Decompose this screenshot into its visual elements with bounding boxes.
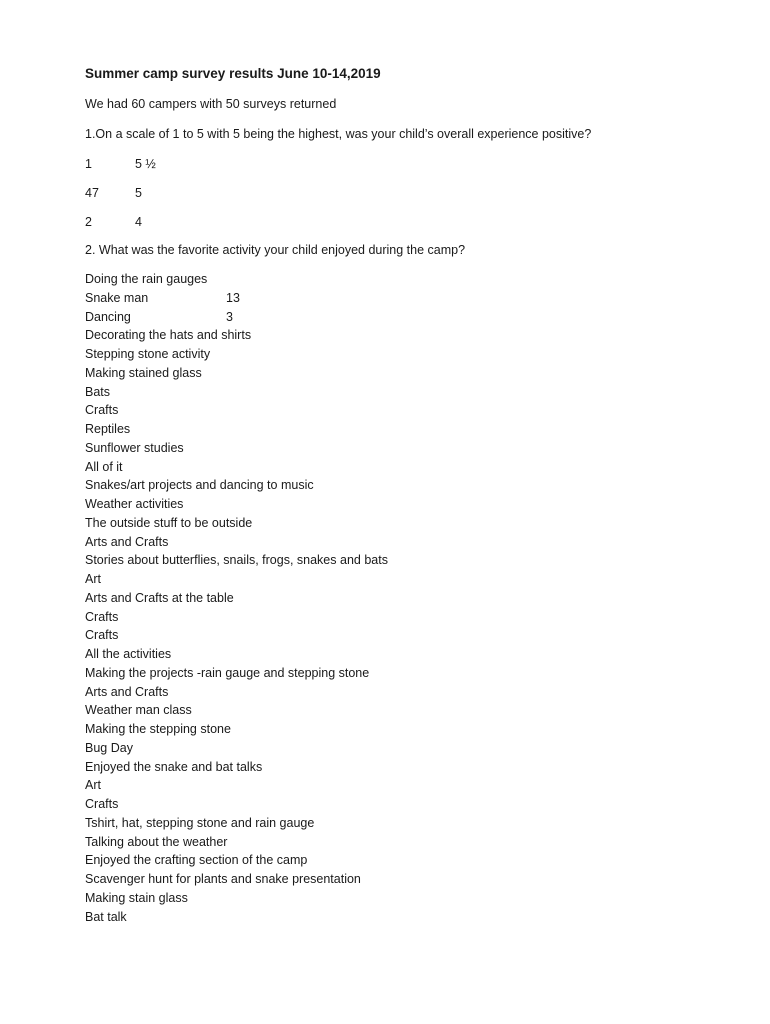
response-score: 4 <box>135 215 142 229</box>
response-score: 5 <box>135 186 142 200</box>
activity-answer-text: Enjoyed the crafting section of the camp <box>85 853 308 868</box>
activity-answer-text: Talking about the weather <box>85 834 228 849</box>
response-count: 1 <box>85 157 92 171</box>
activity-answer-text: Weather man class <box>85 703 192 718</box>
activity-answer-item <box>85 345 485 364</box>
activity-answer-text: Stepping stone activity <box>85 347 211 361</box>
activity-answer-text: Crafts <box>85 797 119 811</box>
activity-answer-item <box>85 833 485 852</box>
activity-answer-item <box>85 308 485 327</box>
activity-answer-item <box>85 626 485 645</box>
activity-answer-item <box>85 476 485 495</box>
activity-answer-item <box>85 270 485 289</box>
activity-answer-text: Weather activities <box>85 497 184 511</box>
activity-answer-item <box>85 664 485 683</box>
activity-answer-item <box>85 645 485 664</box>
activity-answer-text: Art <box>85 572 101 586</box>
activity-answer-text: Arts and Crafts <box>85 534 169 549</box>
activity-answer-text: All the activities <box>85 647 172 661</box>
activity-answer-text: Snake man <box>85 290 149 305</box>
activity-answer-text: Bats <box>85 384 111 399</box>
question-1-text: 1.On a scale of 1 to 5 with 5 being the highest, was your child’s overall experience positive? <box>85 127 592 141</box>
activity-answer-text: Bug Day <box>85 740 133 755</box>
activity-answer-item <box>85 495 485 514</box>
activity-answer-count: 13 <box>226 290 240 305</box>
activity-answer-item <box>85 889 485 908</box>
activity-answer-list <box>85 270 485 926</box>
activity-answer-item <box>85 720 485 739</box>
activity-answer-text: Doing the rain gauges <box>85 272 208 286</box>
activity-answer-text: Scavenger hunt for plants and snake presentation <box>85 872 361 886</box>
document-title: Summer camp survey results June 10-14,2019 <box>85 66 381 81</box>
activity-answer-text: Tshirt, hat, stepping stone and rain gauge <box>85 815 315 830</box>
activity-answer-text: Crafts <box>85 609 119 624</box>
activity-answer-text: Making stain glass <box>85 890 188 905</box>
activity-answer-text: Enjoyed the snake and bat talks <box>85 759 263 774</box>
intro-text: We had 60 campers with 50 surveys returned <box>85 97 337 111</box>
activity-answer-count: 3 <box>226 309 233 324</box>
activity-answer-item <box>85 776 485 795</box>
response-score: 5 ½ <box>135 157 156 171</box>
activity-answer-text: Reptiles <box>85 422 131 436</box>
activity-answer-text: Decorating the hats and shirts <box>85 328 252 343</box>
activity-answer-item <box>85 870 485 889</box>
activity-answer-item <box>85 289 485 308</box>
activity-answer-item <box>85 533 485 552</box>
activity-answer-text: Making the stepping stone <box>85 722 231 736</box>
response-count: 47 <box>85 186 99 200</box>
activity-answer-text: Making stained glass <box>85 365 202 380</box>
activity-answer-item <box>85 514 485 533</box>
activity-answer-item <box>85 439 485 458</box>
activity-answer-item <box>85 908 485 927</box>
activity-answer-item <box>85 364 485 383</box>
activity-answer-text: Arts and Crafts at the table <box>85 590 234 605</box>
question-2-text: 2. What was the favorite activity your child enjoyed during the camp? <box>85 243 466 257</box>
activity-answer-item <box>85 608 485 627</box>
activity-answer-item <box>85 739 485 758</box>
activity-answer-text: Snakes/art projects and dancing to music <box>85 478 314 493</box>
activity-answer-item <box>85 851 485 870</box>
activity-answer-item <box>85 758 485 777</box>
activity-answer-text: Crafts <box>85 403 119 418</box>
activity-answer-text: Crafts <box>85 628 119 643</box>
activity-answer-text: All of it <box>85 459 123 474</box>
activity-answer-item <box>85 458 485 477</box>
activity-answer-item <box>85 683 485 702</box>
activity-answer-text: Arts and Crafts <box>85 684 169 699</box>
activity-answer-item <box>85 383 485 402</box>
activity-answer-text: Stories about butterflies, snails, frogs, snakes and bats <box>85 553 388 568</box>
activity-answer-item <box>85 795 485 814</box>
response-count: 2 <box>85 215 92 229</box>
activity-answer-item <box>85 589 485 608</box>
activity-answer-item <box>85 701 485 720</box>
activity-answer-text: Making the projects -rain gauge and stepping stone <box>85 665 370 680</box>
activity-answer-item <box>85 401 485 420</box>
activity-answer-item <box>85 326 485 345</box>
activity-answer-item <box>85 551 485 570</box>
activity-answer-item <box>85 570 485 589</box>
activity-answer-text: Bat talk <box>85 909 127 924</box>
activity-answer-text: Dancing <box>85 309 131 324</box>
activity-answer-item <box>85 420 485 439</box>
activity-answer-text: The outside stuff to be outside <box>85 515 253 530</box>
activity-answer-text: Sunflower studies <box>85 440 184 455</box>
activity-answer-item <box>85 814 485 833</box>
activity-answer-text: Art <box>85 778 101 793</box>
